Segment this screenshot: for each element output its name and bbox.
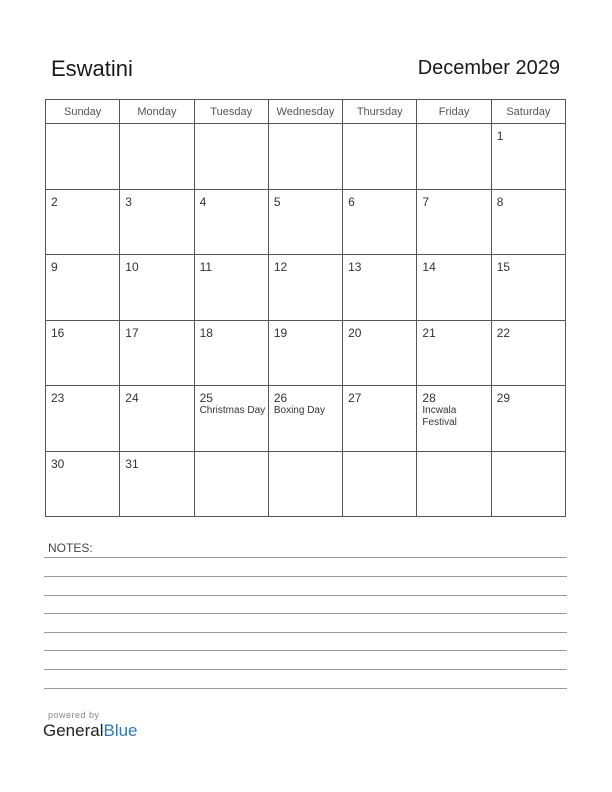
day-cell <box>120 320 194 386</box>
day-cell <box>46 255 120 321</box>
weekday-header: Wednesday <box>268 100 342 124</box>
day-cell <box>491 451 565 517</box>
day-number: 7 <box>422 194 430 209</box>
week-row <box>46 124 566 190</box>
day-cell <box>120 124 194 190</box>
day-cell <box>268 451 342 517</box>
weekday-header: Friday <box>417 100 491 124</box>
day-number: 5 <box>273 194 281 209</box>
day-cell <box>46 320 120 386</box>
day-cell <box>417 320 491 386</box>
day-number: 9 <box>51 260 58 274</box>
day-number: 26 <box>273 391 288 405</box>
weekday-header: Sunday <box>46 100 120 124</box>
day-cell <box>46 189 120 255</box>
day-cell <box>268 386 342 452</box>
day-cell <box>194 386 268 452</box>
weekday-header: Saturday <box>491 100 565 124</box>
day-cell <box>417 124 491 190</box>
day-cell <box>120 386 194 452</box>
day-cell <box>417 386 491 452</box>
day-cell <box>417 189 491 255</box>
week-row <box>46 320 566 386</box>
day-number: 23 <box>51 391 65 405</box>
day-number: 15 <box>496 260 511 274</box>
calendar-month-title: December 2029 <box>417 57 560 79</box>
day-cell <box>491 255 565 321</box>
brand-blue: Blue <box>103 721 138 740</box>
note-line <box>44 613 567 614</box>
day-cell <box>268 255 342 321</box>
day-number: 25 <box>199 391 213 405</box>
day-cell <box>343 451 417 517</box>
day-cell <box>268 320 342 386</box>
note-line <box>44 688 567 689</box>
day-cell <box>343 189 417 255</box>
day-cell <box>343 255 417 321</box>
day-cell <box>194 124 268 190</box>
day-cell <box>417 255 491 321</box>
weekday-header: Tuesday <box>194 100 268 124</box>
week-row <box>46 386 566 452</box>
holiday-label: Christmas Day <box>199 405 266 416</box>
day-number: 1 <box>496 129 504 143</box>
day-number: 14 <box>422 260 436 274</box>
day-cell <box>194 451 268 517</box>
day-number: 16 <box>51 325 65 340</box>
day-cell <box>46 124 120 190</box>
day-number: 6 <box>348 194 355 209</box>
note-line <box>44 632 567 633</box>
day-number: 13 <box>348 260 362 274</box>
brand-logo <box>43 721 138 741</box>
day-number: 31 <box>125 456 139 471</box>
weekday-header-row <box>46 100 566 124</box>
day-cell <box>120 189 194 255</box>
day-number: 28 <box>422 391 436 405</box>
day-number: 22 <box>496 325 511 340</box>
day-cell <box>268 124 342 190</box>
week-row <box>46 451 566 517</box>
note-line <box>44 595 567 596</box>
day-cell <box>46 386 120 452</box>
day-cell <box>46 451 120 517</box>
day-cell <box>491 189 565 255</box>
day-number: 2 <box>51 194 58 209</box>
notes-label: NOTES: <box>48 541 93 555</box>
day-cell <box>491 124 565 190</box>
day-cell <box>343 320 417 386</box>
holiday-label: Incwala Festival <box>422 405 457 428</box>
day-number: 17 <box>125 325 139 340</box>
day-number: 27 <box>348 391 362 405</box>
day-number: 19 <box>273 325 288 340</box>
weekday-header: Monday <box>120 100 194 124</box>
day-number: 18 <box>199 325 213 340</box>
day-cell <box>343 124 417 190</box>
day-number: 10 <box>125 260 139 274</box>
day-number: 8 <box>496 194 504 209</box>
day-number: 4 <box>199 194 207 209</box>
brand-general: General <box>43 721 104 740</box>
day-cell <box>120 255 194 321</box>
day-cell <box>194 189 268 255</box>
day-cell <box>120 451 194 517</box>
day-number: 29 <box>496 391 511 405</box>
day-cell <box>194 320 268 386</box>
powered-by-text: powered by <box>48 710 100 720</box>
week-row <box>46 255 566 321</box>
day-number: 24 <box>125 391 139 405</box>
day-cell <box>417 451 491 517</box>
day-cell <box>268 189 342 255</box>
day-cell <box>491 386 565 452</box>
weekday-header: Thursday <box>343 100 417 124</box>
day-number: 21 <box>422 325 436 340</box>
day-cell <box>343 386 417 452</box>
calendar-grid <box>45 99 566 517</box>
day-number: 11 <box>199 260 213 274</box>
note-line <box>44 576 567 577</box>
day-cell <box>194 255 268 321</box>
note-line <box>44 557 567 558</box>
day-number: 20 <box>348 325 362 340</box>
day-number: 3 <box>125 194 132 209</box>
day-number: 30 <box>51 456 65 471</box>
day-number: 12 <box>273 260 288 274</box>
holiday-label: Boxing Day <box>273 405 325 416</box>
day-cell <box>491 320 565 386</box>
calendar-country-title: Eswatini <box>51 56 133 81</box>
week-row <box>46 189 566 255</box>
note-line <box>44 669 567 670</box>
note-line <box>44 650 567 651</box>
